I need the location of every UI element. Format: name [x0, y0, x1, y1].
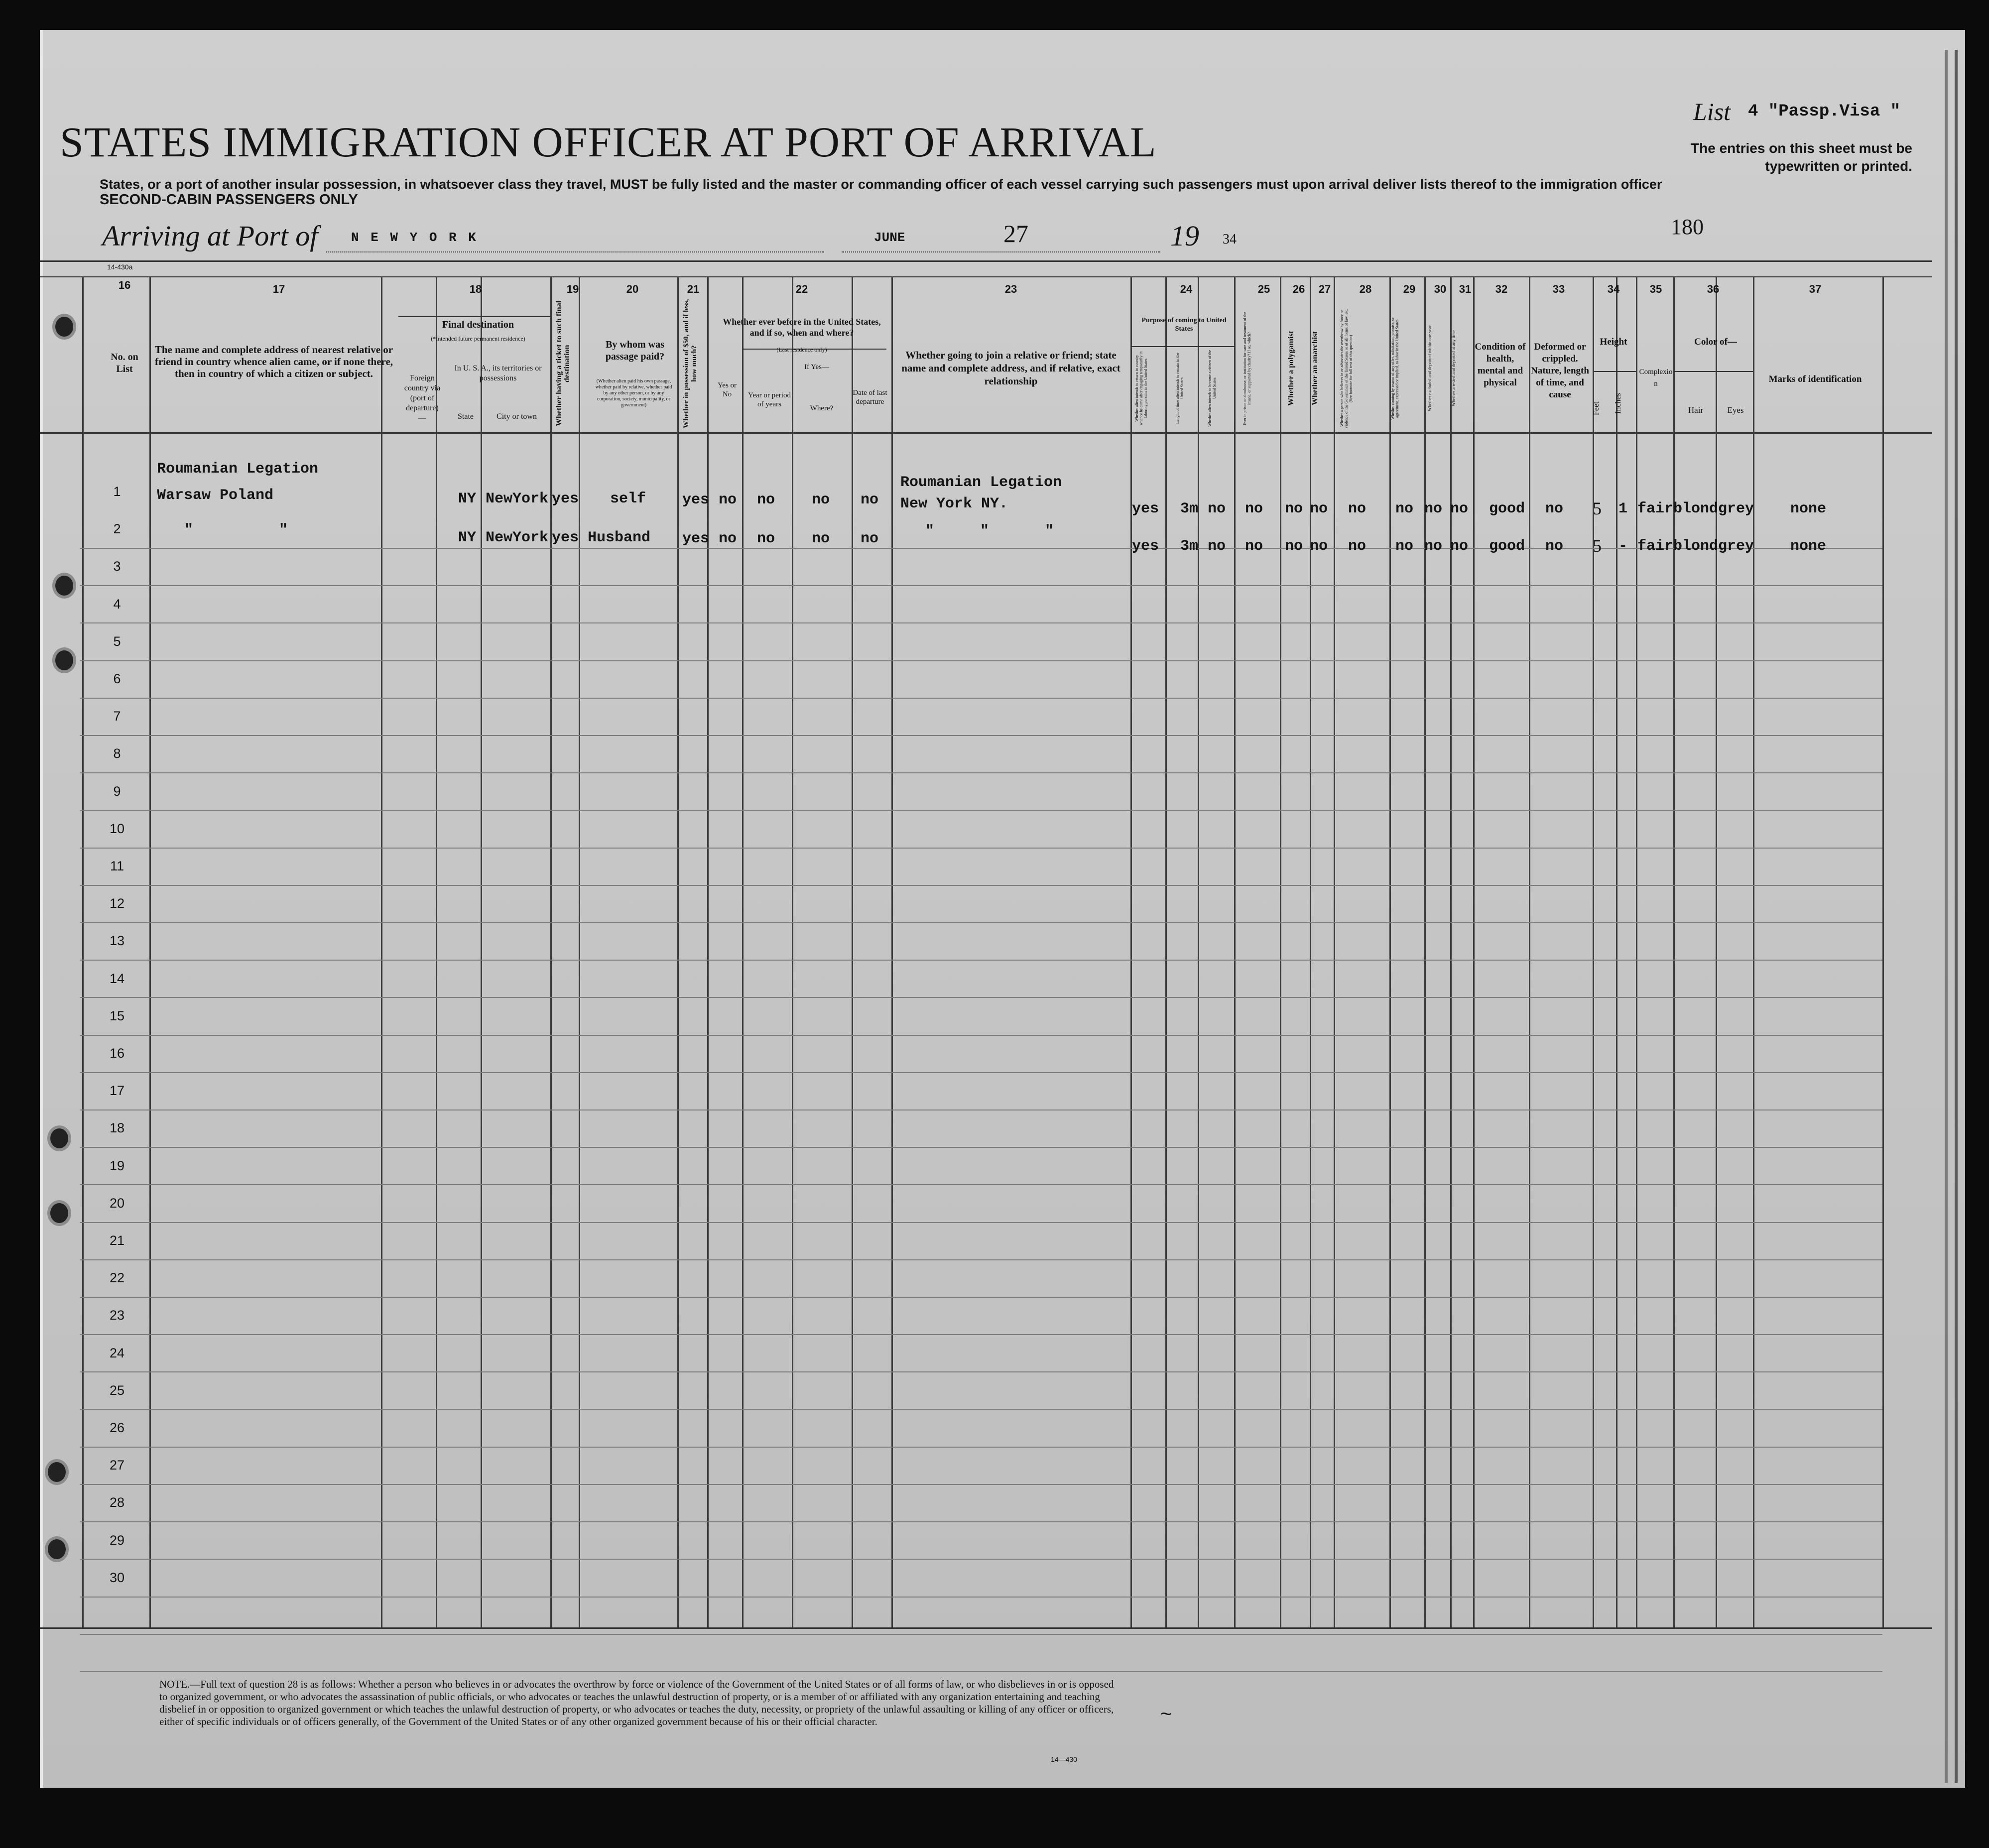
header-city: City or town — [497, 412, 537, 421]
header-height: Height — [1600, 337, 1627, 347]
column-line — [381, 276, 382, 1627]
column-line — [1198, 276, 1199, 1627]
header-purpose-b: Length of time alien intends to remain in the United States — [1175, 353, 1184, 424]
col-number: 26 — [1292, 283, 1305, 295]
header-hair: Hair — [1688, 405, 1704, 415]
col-number: 28 — [1359, 283, 1372, 295]
col-number: 35 — [1649, 283, 1662, 295]
column-line — [1882, 276, 1884, 1627]
header-prison: Ever in prison or almshouse, or institution for care and treatment of the insane, or supported by charity? If so, which? — [1243, 312, 1251, 425]
row-number: 13 — [109, 933, 125, 949]
row1-length: 3m — [1180, 500, 1199, 517]
col-number: 23 — [1004, 283, 1017, 295]
column-line — [481, 276, 482, 1627]
subheader-line — [1673, 371, 1753, 372]
header-passage: By whom was passage paid? — [605, 339, 665, 362]
column-line — [792, 276, 793, 1627]
row-line — [80, 1559, 1882, 1560]
col-number: 25 — [1257, 283, 1270, 295]
col-number: 18 — [469, 283, 482, 295]
row1-deformed: no — [1545, 500, 1564, 517]
page-edge — [1955, 50, 1958, 1783]
row-line — [80, 1597, 1882, 1598]
row1-ticket: yes — [552, 491, 579, 507]
row-line — [80, 1521, 1882, 1522]
row-number: 19 — [109, 1158, 125, 1173]
col-number: 27 — [1318, 283, 1331, 295]
month-value: JUNE — [874, 230, 905, 245]
header-if-yes: If Yes— — [804, 363, 829, 371]
column-line — [1130, 276, 1132, 1627]
binder-hole — [52, 647, 76, 673]
row1-eyes: grey — [1718, 500, 1754, 517]
row-number: 16 — [109, 1046, 125, 1061]
row-line — [80, 1184, 1882, 1185]
col-number: 16 — [118, 279, 131, 291]
row1-before: no — [719, 492, 737, 508]
header-condition: Condition of health, mental and physical — [1475, 342, 1526, 388]
row1-date-dep: no — [861, 492, 879, 508]
header-purpose-a: Whether alien intends to return to country whence he came after engaging temporarily in laboring pursuits in the United States — [1134, 351, 1148, 426]
row2-q28: no — [1348, 538, 1367, 555]
row2-relative-ditto: " — [279, 522, 288, 539]
header-anarchist: Whether an anarchist — [1311, 331, 1319, 406]
row1-health: good — [1489, 500, 1525, 517]
row1-return: yes — [1132, 500, 1159, 517]
column-line — [550, 276, 552, 1627]
row-number: 10 — [109, 821, 125, 836]
row2-date-dep: no — [861, 530, 879, 547]
column-line — [1389, 276, 1391, 1627]
day-value: 27 — [1003, 220, 1028, 247]
header-foreign-country: Foreign country via (port of departure)— — [404, 374, 441, 422]
row-number: 11 — [110, 859, 124, 873]
column-line — [1424, 276, 1426, 1627]
instruction-line: States, or a port of another insular possession, in whatsoever class they travel, MUST be fully listed and the master or commanding officer of each vessel carrying such passengers must upon arrival deliver lists thereof to the immigration officer — [100, 177, 1662, 192]
date-underline — [842, 251, 1160, 253]
column-line — [677, 276, 679, 1627]
row-line — [80, 1259, 1882, 1260]
header-before-us: Whether ever before in the United States, and if so, when and where? — [723, 317, 881, 338]
row1-where: no — [812, 492, 830, 508]
row2-hair: blond — [1673, 538, 1719, 555]
row-number: 22 — [109, 1270, 125, 1286]
row2-passage: Husband — [588, 529, 651, 546]
row-line — [80, 585, 1882, 586]
table-top-rule — [40, 260, 1932, 262]
row2-complexion: fair — [1637, 538, 1674, 555]
subheader-line — [1593, 371, 1636, 372]
row2-feet: 5 — [1593, 536, 1602, 556]
row-number: 9 — [113, 783, 121, 799]
row2-join-ditto: " — [925, 523, 935, 540]
binder-hole — [45, 1536, 69, 1562]
row-number: 25 — [109, 1382, 125, 1398]
row2-before: no — [719, 530, 737, 547]
column-number-rule — [40, 276, 1932, 277]
row1-complexion: fair — [1637, 500, 1674, 517]
row-line — [80, 622, 1882, 623]
column-line — [707, 276, 709, 1627]
row-line — [80, 960, 1882, 961]
column-line — [82, 276, 84, 1627]
header-inches: Inches — [1614, 393, 1622, 414]
header-eyes: Eyes — [1727, 405, 1744, 415]
header-polygamist: Whether a polygamist — [1287, 331, 1295, 406]
row-number: 1 — [113, 484, 121, 499]
row2-health: good — [1489, 538, 1525, 555]
header-feet: Feet — [1592, 401, 1601, 415]
row-number: 18 — [109, 1120, 125, 1136]
entries-note: The entries on this sheet must be typewritten or printed. — [1691, 140, 1912, 174]
column-line — [1716, 276, 1717, 1627]
header-passage-note: (Whether alien paid his own passage, whether paid by relative, whether paid by any other person, or by any corporation, society, municipality, or government) — [595, 378, 672, 408]
port-underline — [326, 251, 824, 253]
row-number: 23 — [109, 1308, 125, 1323]
row2-join-ditto: " — [1045, 523, 1054, 540]
page-edge — [1945, 50, 1948, 1783]
binder-hole — [52, 314, 76, 340]
subheader-line — [1130, 346, 1235, 347]
col-number: 17 — [272, 283, 285, 295]
row2-return: yes — [1132, 538, 1159, 555]
row-line — [80, 660, 1882, 661]
footnote: NOTE.—Full text of question 28 is as follows: Whether a person who believes in or advocates the overthrow by force or violence of the Government of the United States or of all forms of law, or who disbelieves in or is opposed to organized government, or who advocates the assassination of public officials, or who advocates or teaches the unlawful destruction of property, or is a member of or affiliated with any organization entertaining and teaching disbelief in or opposition to organized government or which teaches the unlawful destruction of property, or who advocates or teaches the duty, necessity, or propriety of the unlawful assaulting or killing of any officer or officers, either of specific individuals or of officers generally, of the Government of the United States or of any other organized government because of his or their official character. — [159, 1678, 1114, 1727]
row-line — [80, 1222, 1882, 1223]
row2-q29: no — [1395, 538, 1414, 555]
row-line — [80, 1297, 1882, 1298]
column-line — [1165, 276, 1167, 1627]
handwritten-mark: ~ — [1160, 1703, 1172, 1725]
header-last-residence: (Last residence only) — [776, 346, 827, 353]
row1-fifty: yes — [682, 492, 710, 508]
column-line — [1673, 276, 1675, 1627]
row1-hair: blond — [1673, 500, 1719, 517]
row-number: 4 — [113, 596, 121, 612]
header-where: Where? — [810, 404, 834, 412]
col-number: 36 — [1707, 283, 1720, 295]
column-line — [1529, 276, 1530, 1627]
row-number: 17 — [109, 1083, 125, 1099]
column-line — [852, 276, 853, 1627]
row-line — [80, 1109, 1882, 1110]
row2-inches: - — [1618, 538, 1628, 555]
subheader-line — [398, 316, 550, 317]
row1-prison: no — [1245, 500, 1263, 517]
row1-passage: self — [610, 491, 646, 507]
col-number: 21 — [687, 283, 700, 295]
row-line — [80, 1035, 1882, 1036]
row2-period: no — [757, 530, 775, 547]
row1-q31: no — [1450, 500, 1469, 517]
header-deformed: Deformed or crippled. Nature, length of time, and cause — [1531, 342, 1589, 400]
row1-city: NewYork — [486, 491, 549, 507]
column-line — [1450, 276, 1452, 1627]
header-marks: Marks of identification — [1768, 374, 1862, 384]
row1-relative-line1: Roumanian Legation — [157, 461, 319, 478]
row1-inches: 1 — [1618, 500, 1628, 517]
column-line — [1616, 276, 1617, 1627]
row1-relative-line2: Warsaw Poland — [157, 487, 274, 504]
row2-q31: no — [1450, 538, 1469, 555]
row2-anarchist: no — [1310, 538, 1328, 555]
col-number: 20 — [626, 283, 639, 295]
row-line — [80, 1147, 1882, 1148]
row-number: 5 — [113, 633, 121, 649]
column-line — [149, 276, 151, 1627]
row-line — [80, 848, 1882, 849]
row1-q30: no — [1424, 500, 1443, 517]
row-line — [80, 735, 1882, 736]
column-line — [1280, 276, 1281, 1627]
header-q28: Whether a person who believes in or advocates the overthrow by force or violence of the Government of the United States or of all forms of law, etc. (See footnote for full text of this question) — [1340, 309, 1353, 428]
row-line — [80, 1671, 1882, 1672]
header-complexion: Complexion — [1639, 368, 1673, 388]
row-line — [80, 548, 1882, 549]
row-line — [80, 1447, 1882, 1448]
col-number: 32 — [1495, 283, 1508, 295]
table-bottom-rule — [40, 1627, 1932, 1629]
col-number: 33 — [1552, 283, 1565, 295]
row2-marks: none — [1790, 538, 1827, 555]
column-line — [1234, 276, 1236, 1627]
col-number: 22 — [795, 283, 808, 295]
row-number: 3 — [113, 559, 121, 574]
col-number: 31 — [1459, 283, 1472, 295]
col-number: 24 — [1180, 283, 1193, 295]
row-line — [80, 922, 1882, 923]
header-usa: In U. S. A., its territories or possessions — [454, 364, 542, 382]
row-number: 24 — [109, 1345, 125, 1360]
row-number: 15 — [109, 1008, 125, 1023]
row-number: 27 — [109, 1458, 125, 1473]
row-line — [80, 1371, 1882, 1372]
header-state: State — [458, 412, 474, 421]
row-number: 21 — [109, 1233, 125, 1248]
column-line — [891, 276, 893, 1627]
row1-polygamist: no — [1285, 500, 1303, 517]
row1-state: NY — [458, 491, 477, 507]
row-line — [80, 997, 1882, 998]
row-line — [80, 1484, 1882, 1485]
list-label: List — [1693, 98, 1731, 125]
row-line — [80, 1072, 1882, 1073]
arriving-label: Arriving at Port of — [102, 220, 318, 252]
header-color-of: Color of— — [1694, 337, 1737, 347]
col-number: 34 — [1607, 283, 1620, 295]
header-relative: The name and complete address of nearest relative or friend in country whence alien came, or if none there, then in country of which a citizen or subject. — [154, 344, 393, 379]
list-value: 4 "Passp.Visa " — [1748, 102, 1901, 121]
binder-hole — [52, 573, 76, 599]
row-number: 28 — [109, 1495, 125, 1510]
page-number: 180 — [1671, 215, 1704, 239]
header-purpose: Purpose of coming to United States — [1141, 317, 1227, 333]
row-line — [80, 1334, 1882, 1335]
row-number: 20 — [109, 1195, 125, 1211]
row2-ticket: yes — [552, 529, 579, 546]
row2-where: no — [812, 530, 830, 547]
row-number: 7 — [113, 709, 121, 724]
form-code: 14-430a — [107, 263, 133, 271]
row-number: 2 — [113, 521, 121, 537]
binder-hole — [45, 1459, 69, 1485]
row2-fifty: yes — [682, 530, 710, 547]
row2-join-ditto: " — [980, 523, 990, 540]
class-line: SECOND-CABIN PASSENGERS ONLY — [100, 192, 358, 208]
row2-length: 3m — [1180, 538, 1199, 555]
row2-q30: no — [1424, 538, 1443, 555]
binder-hole — [47, 1200, 71, 1226]
page-title: STATES IMMIGRATION OFFICER AT PORT OF ARRIVAL — [60, 118, 1157, 166]
column-line — [436, 276, 437, 1627]
row-number: 14 — [109, 971, 125, 986]
header-ticket: Whether having a ticket to such final destination — [555, 300, 571, 427]
row2-deformed: no — [1545, 538, 1564, 555]
row-line — [80, 885, 1882, 886]
header-fifty: Whether in possession of $50, and if less, how much? — [682, 299, 698, 428]
row1-marks: none — [1790, 500, 1827, 517]
row-line — [80, 1409, 1882, 1410]
column-line — [1310, 276, 1311, 1627]
row2-prison: no — [1245, 538, 1263, 555]
col-number: 29 — [1403, 283, 1416, 295]
column-line — [1473, 276, 1475, 1627]
column-line — [1636, 276, 1637, 1627]
row-line — [80, 698, 1882, 699]
header-year-period: Year or period of years — [748, 391, 791, 408]
header-join: Whether going to join a relative or friend; state name and complete address, and if relative, exact relationship — [901, 349, 1120, 387]
row-number: 8 — [113, 746, 121, 761]
port-value: N E W Y O R K — [351, 230, 478, 245]
row1-q28: no — [1348, 500, 1367, 517]
header-date-departure: Date of last departure — [853, 389, 887, 406]
row-number: 12 — [109, 896, 125, 911]
row1-citizen: no — [1208, 500, 1226, 517]
row2-eyes: grey — [1718, 538, 1754, 555]
col-number: 19 — [566, 283, 579, 295]
row2-city: NewYork — [486, 529, 549, 546]
column-line — [579, 276, 580, 1627]
binder-hole — [47, 1125, 71, 1151]
row-number: 30 — [109, 1570, 125, 1585]
col-number: 30 — [1434, 283, 1447, 295]
header-final-destination: Final destination — [442, 319, 514, 330]
row1-q29: no — [1395, 500, 1414, 517]
row1-join-line1: Roumanian Legation — [900, 474, 1062, 491]
header-q29: Whether coming by reason of any offer, solicitation, promise, or agreement, expressed or implied, to labor in the United States — [1390, 317, 1399, 420]
row-line — [80, 810, 1882, 811]
row-line — [80, 772, 1882, 773]
year-prefix: 19 — [1170, 220, 1199, 252]
column-line — [1753, 276, 1754, 1627]
column-line — [742, 276, 744, 1627]
row2-citizen: no — [1208, 538, 1226, 555]
header-purpose-c: Whether alien intends to become a citizen of the United States — [1208, 350, 1217, 427]
header-q31: Whether arrested and deported at any time — [1451, 330, 1456, 407]
header-final-destination-note: (*Intended future permanent residence) — [431, 335, 525, 342]
col-number: 37 — [1809, 283, 1822, 295]
header-no-on-list: No. on List — [111, 352, 138, 374]
column-line — [1593, 276, 1594, 1627]
footnote-code: 14—430 — [1051, 1755, 1077, 1763]
header-bottom-rule — [40, 432, 1932, 434]
row2-relative-ditto: " — [184, 522, 194, 539]
row1-period: no — [757, 492, 775, 508]
header-yes-no: Yes or No — [717, 381, 737, 398]
row2-polygamist: no — [1285, 538, 1303, 555]
row-line — [80, 1634, 1882, 1635]
row2-state: NY — [458, 529, 477, 546]
row-number: 6 — [113, 671, 121, 686]
row-number: 29 — [109, 1532, 125, 1548]
row1-join-line2: New York NY. — [900, 495, 1008, 512]
row1-anarchist: no — [1310, 500, 1328, 517]
column-line — [1334, 276, 1335, 1627]
row-number: 26 — [109, 1420, 125, 1435]
header-q30: Whether excluded and deported within one year — [1427, 325, 1432, 412]
year-suffix: 34 — [1223, 232, 1237, 247]
row1-feet: 5 — [1593, 498, 1602, 518]
